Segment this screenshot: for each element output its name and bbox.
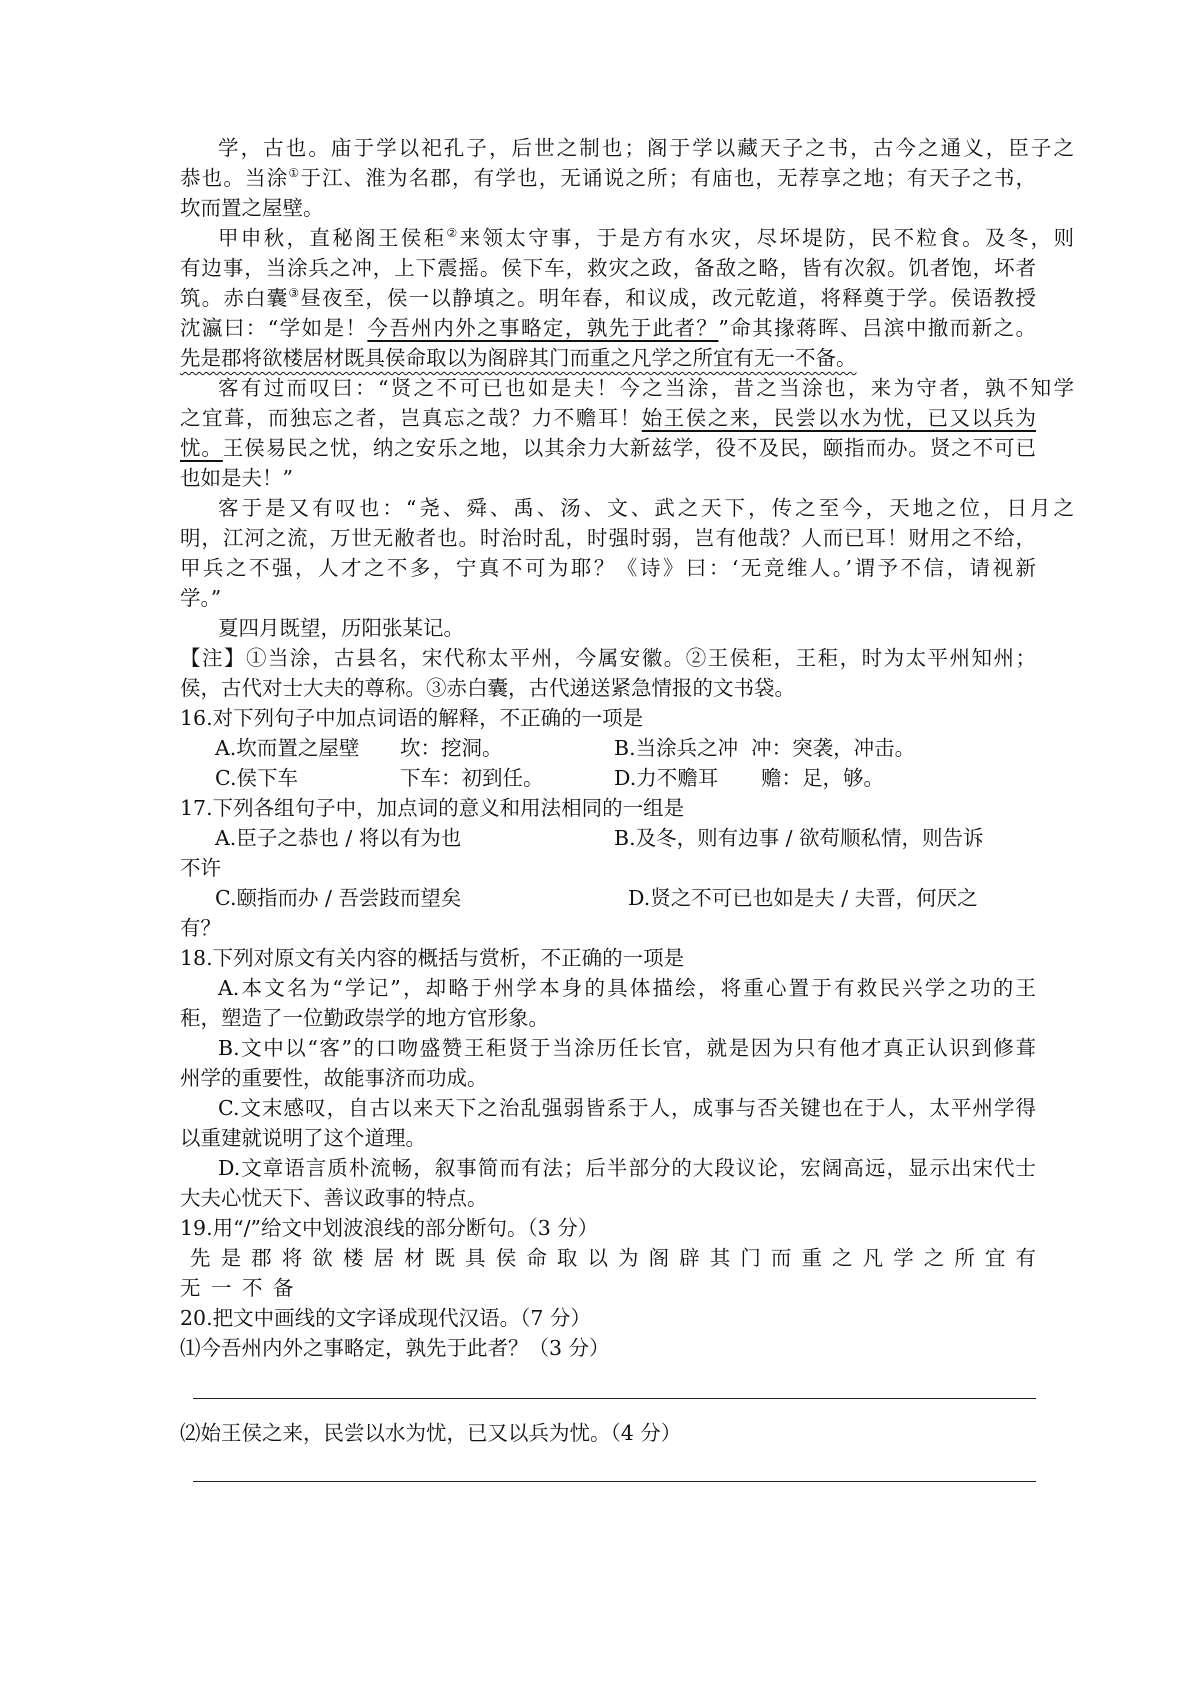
wavy-underlined-passage: 先是郡将欲楼居材既具侯命取以为阁辟其门而重之凡学之所宜有无一不备。	[180, 346, 857, 370]
footnote-marker: ③	[288, 286, 301, 301]
passage-line: 客有过而叹曰：“贤之不可已也如是夫！今之当涂，昔之当涂也，来为守者，孰不知学	[218, 376, 1074, 400]
option-18c-cont: 以重建就说明了这个道理。	[180, 1126, 426, 1150]
underlined-sentence-1: 今吾州内外之事略定，孰先于此者？	[367, 316, 719, 340]
passage-line: 学。”	[180, 586, 222, 610]
option-17c: C.颐指而办 / 吾尝跂而望矣	[215, 886, 462, 910]
question-17-options-ab	[215, 823, 1036, 853]
question-19-stem: 19.用“/”给文中划波浪线的部分断句。（3 分）	[180, 1216, 599, 1240]
question-20-stem: 20.把文中画线的文字译成现代汉语。（7 分）	[180, 1306, 591, 1330]
option-18b: B.文中以“客”的口吻盛赞王秬贤于当涂历任长官，就是因为只有他才真正认识到修葺	[218, 1036, 1036, 1060]
answer-line[interactable]	[193, 1398, 1036, 1399]
footnote-marker: ①	[288, 166, 301, 181]
footnote-marker: ②	[446, 226, 460, 241]
annotation-line: 【注】①当涂，古县名，宋代称太平州，今属安徽。②王侯秬，王秬，时为太平州知州；	[180, 646, 1036, 670]
option-17b: B.及冬，则有边事 / 欲苟顺私情，则告诉	[614, 826, 984, 850]
passage-signature: 夏四月既望，历阳张某记。	[218, 616, 464, 640]
question-18-stem: 18.下列对原文有关内容的概括与赏析，不正确的一项是	[180, 946, 685, 970]
option-16c-gloss: 下车：初到任。	[400, 766, 544, 790]
option-18a-cont: 秬，塑造了一位勤政崇学的地方官形象。	[180, 1006, 549, 1030]
passage-line: 筑。赤白囊③昼夜至，侯一以静填之。明年春，和议成，改元乾道，将释奠于学。侯语教授	[180, 286, 1037, 310]
passage-line: 甲申秋，直秘阁王侯秬②来领太守事，于是方有水灾，尽坏堤防，民不粒食。及冬，则	[218, 226, 1075, 250]
option-16a-text: A.坎而置之屋壁	[215, 736, 360, 760]
passage-line: 坎而置之屋壁。	[180, 196, 324, 220]
option-17b-cont: 不许	[180, 856, 221, 880]
underlined-sentence-2-end: 忧。	[180, 436, 223, 460]
question-17-options-cd	[215, 883, 1036, 913]
question-19-text-cont: 无一不备	[180, 1276, 304, 1300]
annotation-line: 侯，古代对士大夫的尊称。③赤白囊，古代递送紧急情报的文书袋。	[180, 676, 795, 700]
passage-line: 客于是又有叹也：“尧、舜、禹、汤、文、武之天下，传之至今，天地之位，日月之	[218, 496, 1074, 520]
passage-line: 学，古也。庙于学以祀孔子，后世之制也；阁于学以藏天子之书，古今之通义，臣子之	[218, 136, 1074, 160]
option-18d: D.文章语言质朴流畅，叙事简而有法；后半部分的大段议论，宏阔高远，显示出宋代士	[218, 1156, 1036, 1180]
question-16-options-cd	[215, 763, 1036, 793]
option-18b-cont: 州学的重要性，故能事济而功成。	[180, 1066, 488, 1090]
passage-line: 明，江河之流，万世无敝者也。时治时乱，时强时弱，岂有他哉？人而已耳！财用之不给，	[180, 526, 1036, 550]
answer-line[interactable]	[193, 1481, 1036, 1482]
question-20-sub-1: ⑴今吾州内外之事略定，孰先于此者？（3 分）	[180, 1336, 610, 1360]
passage-line: 甲兵之不强，人才之不多，宁真不可为耶？《诗》曰：‘无竞维人。’谓予不信，请视新	[180, 556, 1036, 580]
option-16b: B.当涂兵之冲 冲：突袭，冲击。	[614, 736, 916, 760]
option-17a: A.臣子之恭也 / 将以有为也	[215, 826, 462, 850]
option-16a-gloss: 坎：挖洞。	[400, 736, 503, 760]
question-16-options-ab	[215, 733, 1036, 763]
option-16d-gloss: 赡：足，够。	[761, 766, 884, 790]
question-20-sub-2: ⑵始王侯之来，民尝以水为忧，已又以兵为忧。（4 分）	[180, 1421, 682, 1445]
underlined-sentence-2: 始王侯之来，民尝以水为忧，已又以兵为	[641, 406, 1037, 430]
option-17d-cont: 有？	[180, 916, 221, 940]
passage-line: 有边事，当涂兵之冲，上下震摇。侯下车，救灾之政，备敌之略，皆有次叙。饥者饱，坏者	[180, 256, 1036, 280]
passage-line: 之宜葺，而独忘之者，岂真忘之哉？力不赡耳！始王侯之来，民尝以水为忧，已又以兵为	[180, 406, 1037, 430]
question-16-stem: 16.对下列句子中加点词语的解释，不正确的一项是	[180, 706, 644, 730]
option-16d-text: D.力不赡耳	[614, 766, 719, 790]
option-16c-text: C.侯下车	[215, 766, 298, 790]
passage-line: 忧。王侯易民之忧，纳之安乐之地，以其余力大新兹学，役不及民，颐指而办。贤之不可已	[180, 436, 1037, 460]
option-17d: D.贤之不可已也如是夫 / 夫晋，何厌之	[628, 886, 978, 910]
passage-line: 恭也。当涂①于江、淮为名郡，有学也，无诵说之所；有庙也，无荐享之地；有天子之书，	[180, 166, 1037, 190]
option-18c: C.文末感叹，自古以来天下之治乱强弱皆系于人，成事与否关键也在于人，太平州学得	[218, 1096, 1036, 1120]
passage-line: 沈瀛曰：“学如是！今吾州内外之事略定，孰先于此者？”命其掾蒋晖、吕滨中撤而新之。	[180, 316, 1037, 340]
passage-line: 也如是夫！”	[180, 466, 293, 490]
option-18d-cont: 大夫心忧天下、善议政事的特点。	[180, 1186, 488, 1210]
question-17-stem: 17.下列各组句子中，加点词的意义和用法相同的一组是	[180, 796, 685, 820]
option-18a: A.本文名为“学记”，却略于州学本身的具体描绘，将重心置于有救民兴学之功的王	[218, 976, 1036, 1000]
question-19-text: 先是郡将欲楼居材既具侯命取以为阁辟其门而重之凡学之所宜有	[190, 1246, 1036, 1270]
